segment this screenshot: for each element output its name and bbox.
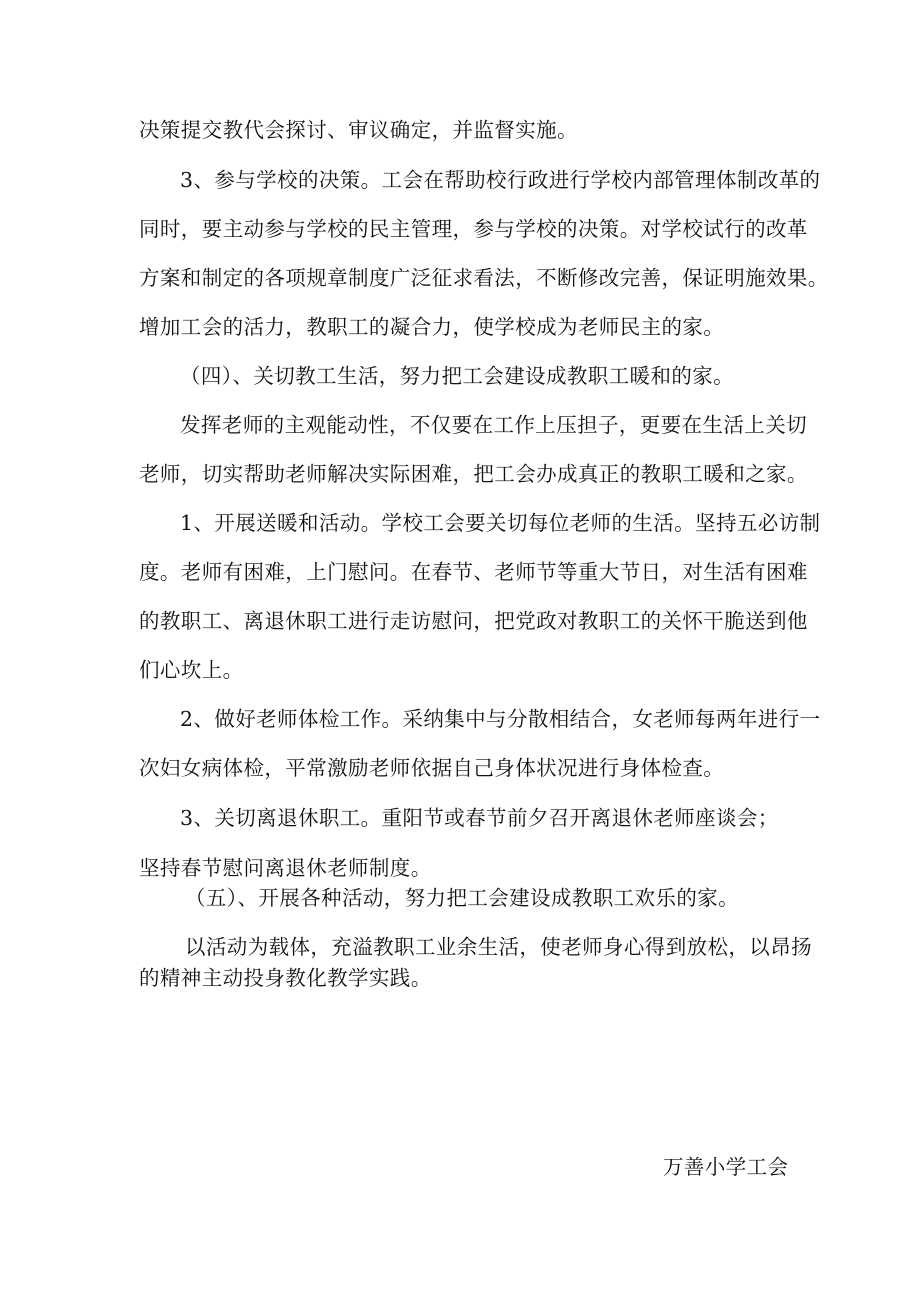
text-line-10: 度。老师有困难，上门慰问。在春节、老师节等重大节日，对生活有困难 <box>139 560 808 584</box>
text-line-9: 1、开展送暖和活动。学校工会要关切每位老师的生活。坚持五必访制 <box>180 511 821 535</box>
text-line-8: 老师，切实帮助老师解决实际困难，把工会办成真正的教职工暖和之家。 <box>139 462 808 486</box>
text-line-13: 2、做好老师体检工作。采纳集中与分散相结合，女老师每两年进行一 <box>180 707 821 731</box>
section-heading-4: （四）、关切教工生活，努力把工会建设成教职工暖和的家。 <box>180 364 735 388</box>
text-line-5: 增加工会的活力，教职工的凝合力，使学校成为老师民主的家。 <box>139 315 725 339</box>
text-line-16: 坚持春节慰问离退休老师制度。 <box>139 856 432 880</box>
signature: 万善小学工会 <box>663 1155 789 1179</box>
text-line-4: 方案和制定的各项规章制度广泛征求看法，不断修改完善，保证明施效果。 <box>139 266 829 290</box>
text-line-15: 3、关切离退休职工。重阳节或春节前夕召开离退休老师座谈会； <box>180 806 779 830</box>
text-line-14: 次妇女病体检，平常激励老师依据自己身体状况进行身体检查。 <box>139 756 725 780</box>
text-line-11: 的教职工、离退休职工进行走访慰问，把党政对教职工的关怀干脆送到他 <box>139 609 808 633</box>
text-line-1: 决策提交教代会探讨、审议确定，并监督实施。 <box>139 118 578 142</box>
text-line-2: 3、参与学校的决策。工会在帮助校行政进行学校内部管理体制改革的 <box>180 168 821 192</box>
text-line-12: 们心坎上。 <box>139 658 244 682</box>
section-heading-5: （五）、开展各种活动，努力把工会建设成教职工欢乐的家。 <box>185 886 740 910</box>
text-line-3: 同时，要主动参与学校的民主管理，参与学校的决策。对学校试行的改革 <box>139 217 808 241</box>
text-line-19: 的精神主动投身教化教学实践。 <box>139 966 432 990</box>
text-line-18: 以活动为载体，充溢教职工业余生活，使老师身心得到放松，以昂扬 <box>185 935 812 959</box>
text-line-7: 发挥老师的主观能动性，不仅要在工作上压担子，更要在生活上关切 <box>180 413 807 437</box>
